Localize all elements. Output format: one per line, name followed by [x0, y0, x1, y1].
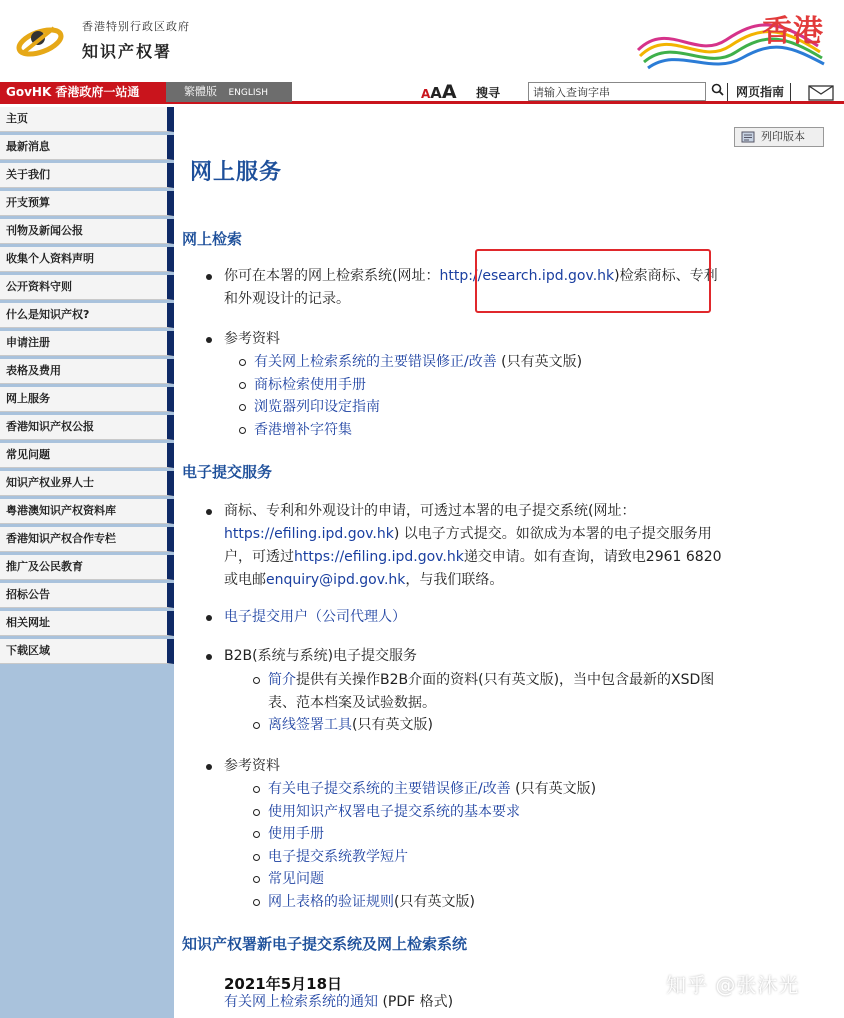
sidebar-item-cooperation[interactable]: 香港知识产权合作专栏	[0, 527, 174, 552]
list-item	[268, 801, 830, 824]
search-label: 搜寻	[476, 86, 501, 100]
efiling-ref-link-5[interactable]: 常见问题	[268, 871, 324, 887]
print-version-button[interactable]	[734, 127, 824, 147]
search-references-label: 参考资料	[224, 331, 280, 347]
mail-icon[interactable]	[808, 85, 834, 101]
list-item	[268, 891, 830, 914]
top-navbar	[0, 80, 844, 104]
list-item	[268, 846, 830, 869]
circle-bullet-icon	[239, 427, 246, 434]
lang-traditional-link[interactable]: 繁體版	[184, 85, 217, 98]
page-title: 网上服务	[190, 160, 283, 185]
sidebar-item-news[interactable]: 最新消息	[0, 135, 174, 160]
b2b-intro-text-2: 表、范本档案及试验数据。	[268, 694, 436, 711]
news-date: 2021年5月18日	[224, 975, 343, 993]
department-title: 知识产权署	[82, 42, 173, 61]
sidebar-item-home[interactable]: 主页	[0, 107, 174, 132]
online-search-text-1: 你可在本署的网上检索系统(网址：	[224, 268, 440, 284]
font-large-button[interactable]: A	[441, 81, 457, 103]
efiling-user-link[interactable]: 电子提交用户（公司代理人）	[224, 609, 406, 625]
section-efiling-heading: 电子提交服务	[182, 463, 273, 481]
efiling-text-5: 或电邮	[224, 572, 266, 588]
circle-bullet-icon	[253, 786, 260, 793]
b2b-intro-link[interactable]: 简介	[268, 672, 296, 688]
efiling-ref-link-1[interactable]: 有关电子提交系统的主要错误修正/改善	[268, 781, 511, 797]
efiling-link-2[interactable]: https://efiling.ipd.gov.hk	[294, 549, 464, 565]
language-switcher	[166, 82, 292, 102]
circle-bullet-icon	[253, 831, 260, 838]
sidebar-item-about[interactable]: 关于我们	[0, 163, 174, 188]
search-ref-link-1[interactable]: 有关网上检索系统的主要错误修正/改善	[254, 354, 497, 370]
font-medium-button[interactable]: A	[430, 84, 442, 102]
sidebar-item-online-services[interactable]: 网上服务	[0, 387, 174, 412]
section-online-search-heading: 网上检索	[182, 230, 243, 248]
highlight-box	[475, 249, 711, 313]
efiling-ref-link-4[interactable]: 电子提交系统教学短片	[268, 848, 408, 865]
sidebar-item-links[interactable]: 相关网址	[0, 611, 174, 636]
efiling-ref-note-6: (只有英文版)	[394, 893, 475, 910]
list-item	[268, 669, 830, 692]
sidebar-item-faq[interactable]: 常见问题	[0, 443, 174, 468]
list-item	[254, 396, 830, 419]
efiling-ref-note-1: (只有英文版)	[510, 781, 597, 797]
sidebar-item-what-is-ip[interactable]: 什么是知识产权?	[0, 303, 174, 328]
watermark: 知乎 @张沐光	[666, 973, 800, 997]
sidebar-nav	[0, 107, 174, 1018]
esearch-notice-link[interactable]: 有关网上检索系统的通知	[224, 994, 378, 1010]
efiling-ref-link-2[interactable]: 使用知识产权署电子提交系统的基本要求	[268, 803, 520, 820]
pdf-format-note: (PDF 格式)	[378, 994, 454, 1010]
site-header	[0, 0, 844, 80]
sitemap-link[interactable]: 网页指南	[736, 83, 791, 101]
print-icon	[741, 130, 755, 144]
circle-bullet-icon	[253, 809, 260, 816]
sidebar-item-professionals[interactable]: 知识产权业界人士	[0, 471, 174, 496]
list-item	[268, 823, 830, 846]
circle-bullet-icon	[253, 677, 260, 684]
bullet-icon	[206, 615, 212, 621]
search-references-list	[254, 351, 830, 441]
department-name	[82, 18, 190, 62]
print-version-label: 列印版本	[761, 130, 805, 143]
brand-hong-kong-text: 香港	[762, 14, 824, 49]
sidebar-item-tenders[interactable]: 招标公告	[0, 583, 174, 608]
list-item	[268, 778, 830, 801]
section-new-systems-heading: 知识产权署新电子提交系统及网上检索系统	[182, 935, 468, 953]
list-item	[254, 351, 830, 374]
enquiry-email-link[interactable]: enquiry@ipd.gov.hk	[266, 572, 406, 588]
efiling-text-1: 商标、专利和外观设计的申请，可透过本署的电子提交系统(网址：	[224, 503, 636, 519]
b2b-service-label: B2B(系统与系统)电子提交服务	[224, 648, 418, 664]
list-item	[268, 714, 830, 737]
offline-signing-tool-link[interactable]: 离线签署工具	[268, 717, 352, 733]
sidebar-item-downloads[interactable]: 下载区域	[0, 639, 174, 664]
sidebar-item-forms-fees[interactable]: 表格及费用	[0, 359, 174, 384]
circle-bullet-icon	[239, 359, 246, 366]
list-item	[254, 374, 830, 397]
search-icon	[711, 83, 724, 96]
bullet-icon	[206, 509, 212, 515]
efiling-ref-link-6[interactable]: 网上表格的验证规则	[268, 893, 394, 910]
search-ref-link-4[interactable]: 香港增补字符集	[254, 421, 352, 438]
news-notice	[224, 991, 453, 1014]
govhk-link[interactable]: GovHK 香港政府一站通	[0, 82, 166, 102]
circle-bullet-icon	[253, 876, 260, 883]
efiling-link-1[interactable]: https://efiling.ipd.gov.hk	[224, 526, 394, 542]
font-small-button[interactable]: A	[421, 87, 431, 101]
efiling-text-4: 递交申请。如有查询，请致电2961 6820	[463, 549, 722, 565]
list-item	[268, 868, 830, 891]
sidebar-item-budget[interactable]: 开支预算	[0, 191, 174, 216]
search-ref-link-2[interactable]: 商标检索使用手册	[254, 376, 366, 393]
efiling-text-6: ，与我们联络。	[405, 572, 504, 588]
online-search-text-3: 和外观设计的记录。	[224, 291, 350, 307]
bullet-icon	[206, 337, 212, 343]
sidebar-item-access-info[interactable]: 公开资料守则	[0, 275, 174, 300]
list-item	[254, 419, 830, 442]
circle-bullet-icon	[239, 404, 246, 411]
search-ref-link-3[interactable]: 浏览器列印设定指南	[254, 399, 380, 415]
online-search-text-2: )检索商标、专利	[614, 268, 718, 284]
lang-english-link[interactable]: ENGLISH	[228, 88, 269, 98]
government-label: 香港特别行政区政府	[82, 20, 190, 33]
circle-bullet-icon	[253, 899, 260, 906]
bullet-icon	[206, 764, 212, 770]
search-input[interactable]	[528, 82, 706, 101]
bullet-icon	[206, 654, 212, 660]
efiling-references-list	[268, 778, 830, 913]
offline-signing-note: (只有英文版)	[352, 717, 433, 733]
b2b-list	[268, 669, 830, 737]
circle-bullet-icon	[253, 722, 260, 729]
ipd-logo-icon[interactable]	[14, 18, 66, 60]
efiling-references-label: 参考资料	[224, 758, 280, 774]
sidebar-item-education[interactable]: 推广及公民教育	[0, 555, 174, 580]
efiling-text-3: 户，可透过	[224, 549, 294, 565]
sidebar-item-ip-journal[interactable]: 香港知识产权公报	[0, 415, 174, 440]
search-button[interactable]	[708, 83, 728, 101]
sidebar-item-privacy[interactable]: 收集个人资料声明	[0, 247, 174, 272]
b2b-intro-text: 提供有关操作B2B介面的资料(只有英文版)，当中包含最新的XSD图	[296, 672, 715, 688]
search-ref-note-1: (只有英文版)	[496, 354, 583, 370]
efiling-ref-link-3[interactable]: 使用手册	[268, 826, 324, 842]
sidebar-item-publications[interactable]: 刊物及新闻公报	[0, 219, 174, 244]
esearch-link[interactable]: http://esearch.ipd.gov.hk	[439, 268, 615, 284]
efiling-text-2: ) 以电子方式提交。如欲成为本署的电子提交服务用	[393, 526, 712, 542]
sidebar-item-gba-database[interactable]: 粤港澳知识产权资料库	[0, 499, 174, 524]
sidebar-item-registration[interactable]: 申请注册	[0, 331, 174, 356]
circle-bullet-icon	[239, 382, 246, 389]
efiling-description	[224, 500, 830, 592]
bullet-icon	[206, 274, 212, 280]
font-size-controls	[421, 80, 457, 104]
circle-bullet-icon	[253, 854, 260, 861]
